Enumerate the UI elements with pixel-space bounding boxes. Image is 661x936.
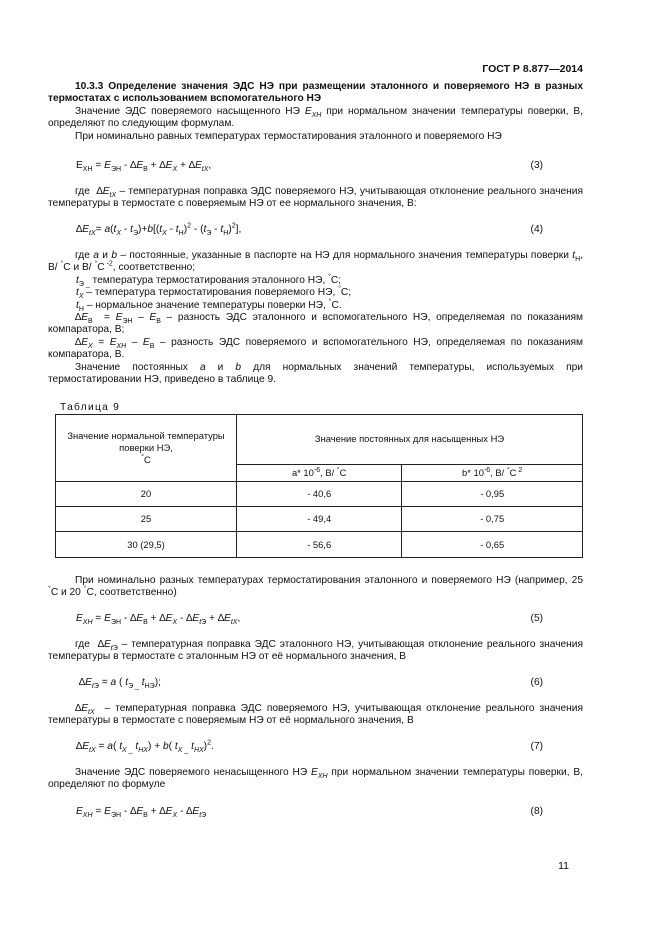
header-a: a* $10^{-6}$, В/ °C — [237, 465, 402, 482]
formula-8: $E_{XH} = E_{ЭН} - \Delta E_В + \Delta E_X - \Delta E_{tЭ}$ (8) — [76, 806, 543, 820]
paragraph-delta-definitions: $\Delta E_В = E_{ЭН} - E_В$ – разность ЭДС эталонного и вспомогательного НЭ, определяемая по показаниям компаратора, В; $\Delta E_X = E_{XH} - E_В$ – разность ЭДС поверяемого и вспомогательного НЭ, определяемая по показаниям компаратора, В. Значение постоянных a и b для нормальных значений температуры, используемых при термостатировании НЭ, приведено в таблице 9. — [48, 312, 583, 386]
page-number: 11 — [558, 860, 569, 872]
definitions-list: $t_{Э \_}$ температура термостатирования эталонного НЭ, °C; $t_X$ – температура термостатирования поверяемого НЭ, °C; $t_H$ – нормальное значение температуры поверки НЭ, °C. — [76, 273, 352, 313]
formula-5: $E_{XH} = E_{ЭН} - \Delta E_В + \Delta E_X - \Delta E_{tЭ} + \Delta E_{tX}$, (5) — [76, 613, 543, 627]
paragraph-constants: где a и b – постоянные, указанные в паспорте на НЭ для нормального значения температуры поверки $t_H$, В/ °C и В/ °C $^{-2}$, соответственно; — [48, 250, 583, 274]
table-caption: Таблица 9 — [60, 402, 121, 413]
header-constants: Значение постоянных для насыщенных НЭ — [237, 415, 583, 465]
table-row: 25 - 49,4 - 0,75 — [56, 507, 583, 532]
formula-3: $E_{XH} = E_{ЭН} - \Delta E_В + \Delta E_X + \Delta E_{tX}$, (3) — [76, 160, 543, 174]
paragraph-different-temps: При номинально разных температурах термостатирования эталонного и поверяемого НЭ (например, 25 °C и 20 °C, соответственно) — [48, 575, 583, 599]
table-row: 30 (29,5) - 56,6 - 0,65 — [56, 532, 583, 558]
section-heading: 10.3.3 Определение значения ЭДС НЭ при размещении эталонного и поверяемого НЭ в разных термостатах с использованием вспомогательного НЭ — [48, 81, 583, 105]
standard-header: ГОСТ Р 8.877—2014 — [482, 63, 583, 75]
paragraph-correction-x: где $\Delta E_{tX}$ – температурная поправка ЭДС поверяемого НЭ, учитывающая отклонение реального значения температуры в термостате с поверяемым НЭ от ее нормального значения, В: — [48, 186, 583, 210]
paragraph-saturated: Значение ЭДС поверяемого насыщенного НЭ $E_{XH}$ при нормальном значении температуры поверки, В, определяют по следующим формулам. При номинально равных температурах термостатирования эталонного и поверяемого НЭ — [48, 106, 583, 142]
header-normal-temp: Значение нормальной температуры поверки НЭ, °C — [56, 415, 237, 482]
header-b: b* $10^{-6}$, В/ °C $^2$ — [402, 465, 583, 482]
paragraph-correction-e: где $\Delta E_{tЭ}$ – температурная поправка ЭДС эталонного НЭ, учитывающая отклонение реального значения температуры в термостате с эталонным НЭ от её нормального значения, В — [48, 639, 583, 663]
formula-4: $\Delta E_{tX}= a(t_X - t_Э)+b[(t_X - t_H)^2 - (t_Э - t_H)^2]$, (4) — [76, 222, 543, 238]
paragraph-correction-x2: $\Delta E_{tX}$ – температурная поправка ЭДС поверяемого НЭ, учитывающая отклонение реального значения температуры в термостате с поверяемым НЭ от её нормального значения, В — [48, 703, 583, 727]
constants-table — [55, 414, 583, 558]
formula-7: $\Delta E_{tX} = a$( $t_{X \_}$ $t_{HX}) + b$( $t_{X \_}$ $t_{HX})^2$. (7) — [76, 739, 543, 755]
formula-6: $\Delta E_{tЭ} = a$ ( $t_{Э \_}$ $t_{HЭ}$); (6) — [76, 677, 543, 691]
paragraph-unsaturated: Значение ЭДС поверяемого ненасыщенного НЭ $E_{XH}$ при нормальном значении температуры поверки, В, определяют по формуле — [48, 767, 583, 791]
table-row: 20 - 40,6 - 0,95 — [56, 482, 583, 507]
